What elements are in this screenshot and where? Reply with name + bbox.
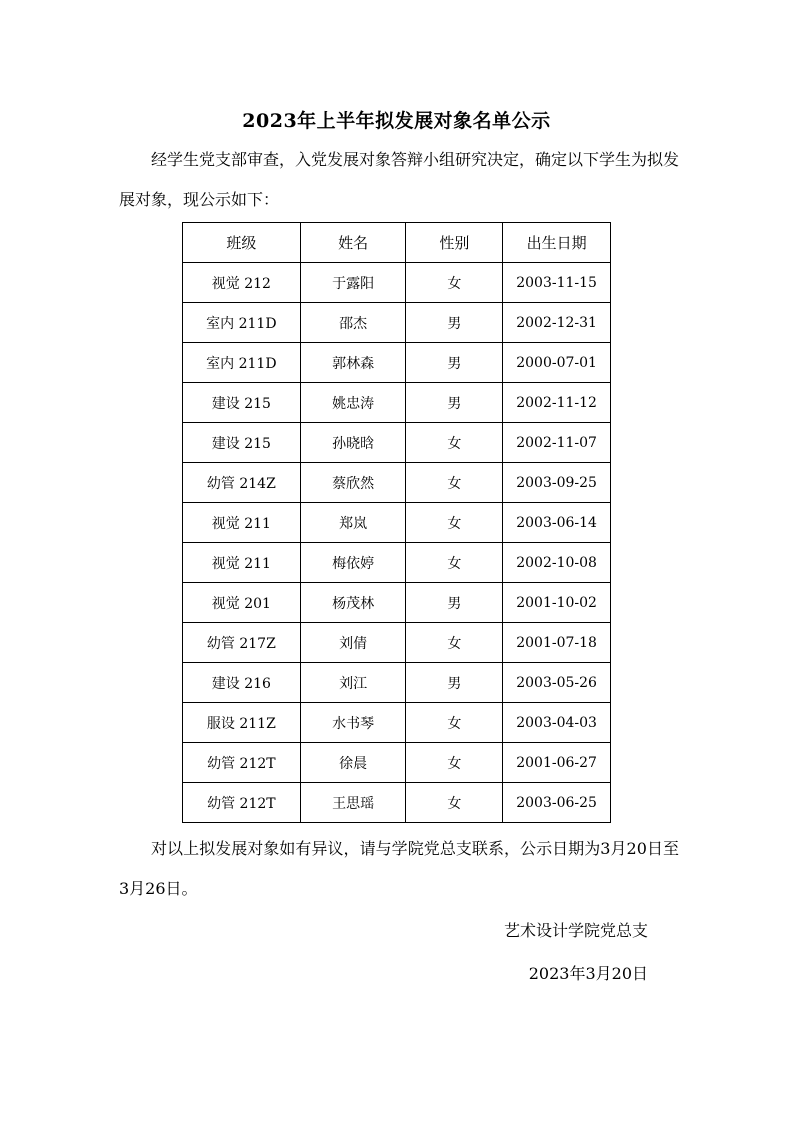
cell-gender: 女 bbox=[406, 463, 503, 503]
cell-class: 视觉 211 bbox=[183, 543, 301, 583]
cell-birthdate: 2001-06-27 bbox=[503, 743, 611, 783]
table-row bbox=[183, 423, 611, 463]
cell-class: 室内 211D bbox=[183, 343, 301, 383]
cell-birthdate: 2003-06-25 bbox=[503, 783, 611, 823]
cell-birthdate: 2002-11-07 bbox=[503, 423, 611, 463]
header-name: 姓名 bbox=[300, 223, 406, 263]
cell-class: 室内 211D bbox=[183, 303, 301, 343]
cell-birthdate: 2003-06-14 bbox=[503, 503, 611, 543]
cell-class: 视觉 212 bbox=[183, 263, 301, 303]
cell-gender: 男 bbox=[406, 303, 503, 343]
cell-birthdate: 2001-07-18 bbox=[503, 623, 611, 663]
cell-gender: 女 bbox=[406, 703, 503, 743]
cell-name: 蔡欣然 bbox=[300, 463, 406, 503]
table-body bbox=[183, 263, 611, 823]
cell-class: 建设 215 bbox=[183, 383, 301, 423]
cell-class: 建设 216 bbox=[183, 663, 301, 703]
intro-paragraph: 经学生党支部审查，入党发展对象答辩小组研究决定，确定以下学生为拟发展对象，现公示如下： bbox=[119, 150, 680, 209]
cell-name: 郑岚 bbox=[300, 503, 406, 543]
cell-birthdate: 2003-05-26 bbox=[503, 663, 611, 703]
table-row bbox=[183, 343, 611, 383]
table-row bbox=[183, 263, 611, 303]
cell-name: 孙晓晗 bbox=[300, 423, 406, 463]
cell-gender: 女 bbox=[406, 423, 503, 463]
table-row bbox=[183, 783, 611, 823]
outro-paragraph: 对以上拟发展对象如有异议，请与学院党总支联系，公示日期为3月20日至3月26日。 bbox=[119, 839, 679, 898]
cell-name: 梅依婷 bbox=[300, 543, 406, 583]
cell-class: 幼管 212T bbox=[183, 783, 301, 823]
table-row bbox=[183, 703, 611, 743]
signature-date: 2023年3月20日 bbox=[528, 964, 648, 983]
cell-name: 刘江 bbox=[300, 663, 406, 703]
cell-gender: 女 bbox=[406, 503, 503, 543]
cell-gender: 女 bbox=[406, 783, 503, 823]
cell-name: 杨茂林 bbox=[300, 583, 406, 623]
table-row bbox=[183, 663, 611, 703]
cell-class: 幼管 217Z bbox=[183, 623, 301, 663]
signature-org: 艺术设计学院党总支 bbox=[503, 921, 648, 940]
cell-name: 邵杰 bbox=[300, 303, 406, 343]
cell-gender: 男 bbox=[406, 383, 503, 423]
cell-name: 于露阳 bbox=[300, 263, 406, 303]
cell-birthdate: 2002-11-12 bbox=[503, 383, 611, 423]
header-birthdate: 出生日期 bbox=[503, 223, 611, 263]
cell-name: 姚忠涛 bbox=[300, 383, 406, 423]
header-gender: 性别 bbox=[406, 223, 503, 263]
cell-name: 徐晨 bbox=[300, 743, 406, 783]
table-row bbox=[183, 543, 611, 583]
cell-class: 视觉 201 bbox=[183, 583, 301, 623]
cell-birthdate: 2001-10-02 bbox=[503, 583, 611, 623]
cell-birthdate: 2000-07-01 bbox=[503, 343, 611, 383]
candidate-table bbox=[182, 222, 611, 823]
cell-class: 服设 211Z bbox=[183, 703, 301, 743]
table-row bbox=[183, 743, 611, 783]
cell-birthdate: 2003-09-25 bbox=[503, 463, 611, 503]
cell-class: 幼管 212T bbox=[183, 743, 301, 783]
table-row bbox=[183, 383, 611, 423]
table-row bbox=[183, 503, 611, 543]
cell-gender: 男 bbox=[406, 583, 503, 623]
cell-class: 幼管 214Z bbox=[183, 463, 301, 503]
cell-name: 王思瑶 bbox=[300, 783, 406, 823]
cell-name: 刘倩 bbox=[300, 623, 406, 663]
cell-name: 水书琴 bbox=[300, 703, 406, 743]
cell-gender: 女 bbox=[406, 623, 503, 663]
cell-gender: 男 bbox=[406, 663, 503, 703]
cell-birthdate: 2002-10-08 bbox=[503, 543, 611, 583]
document-title: 2023年上半年拟发展对象名单公示 bbox=[242, 110, 551, 132]
table-row bbox=[183, 623, 611, 663]
cell-gender: 男 bbox=[406, 343, 503, 383]
cell-gender: 女 bbox=[406, 743, 503, 783]
cell-birthdate: 2003-11-15 bbox=[503, 263, 611, 303]
table-row bbox=[183, 303, 611, 343]
cell-name: 郭林森 bbox=[300, 343, 406, 383]
cell-class: 建设 215 bbox=[183, 423, 301, 463]
cell-gender: 女 bbox=[406, 543, 503, 583]
cell-gender: 女 bbox=[406, 263, 503, 303]
cell-birthdate: 2002-12-31 bbox=[503, 303, 611, 343]
cell-class: 视觉 211 bbox=[183, 503, 301, 543]
table-header-row bbox=[183, 223, 611, 263]
table-row bbox=[183, 463, 611, 503]
cell-birthdate: 2003-04-03 bbox=[503, 703, 611, 743]
table-row bbox=[183, 583, 611, 623]
header-class: 班级 bbox=[183, 223, 301, 263]
